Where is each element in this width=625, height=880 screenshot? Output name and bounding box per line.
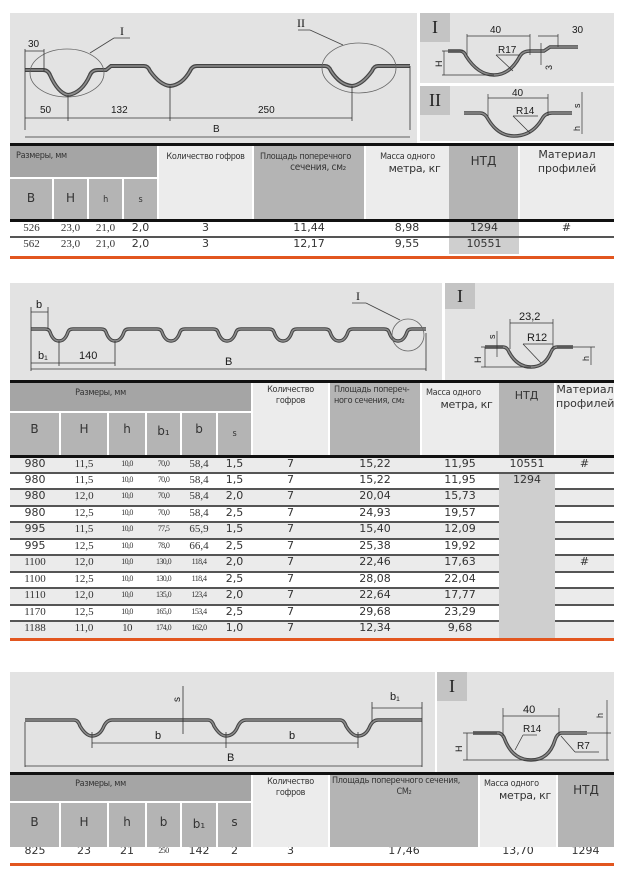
cell-count: 3 (287, 847, 294, 857)
cell-count: 7 (252, 588, 329, 605)
header-material: Материал профилей (555, 383, 614, 456)
dim-b1: b₁ (38, 350, 48, 362)
detail-dim-H: H (454, 745, 464, 752)
cell-b: 123,4 (181, 588, 217, 605)
cell-mass: 15,73 (421, 489, 499, 506)
header-area: Площадь попереч- ного сечения, см₂ (329, 383, 421, 456)
cell-b: 250 (158, 847, 169, 855)
detail-I-panel-2 (445, 283, 614, 380)
cell-H: 23 (77, 847, 91, 857)
header-dimensions: Размеры, мм (10, 775, 252, 802)
cell-B: 1100 (10, 572, 60, 589)
cell-area: 15,40 (329, 522, 421, 539)
cell-ntd: 1294 (571, 847, 600, 857)
dim-B: B (213, 124, 220, 135)
cell-h: 21 (120, 847, 134, 857)
cell-b: 118,4 (181, 555, 217, 572)
accent-line (10, 863, 614, 866)
cell-B: 1100 (10, 555, 60, 572)
callout-I: I (356, 289, 360, 303)
table-row (10, 473, 614, 490)
cell-b1: 174,0 (146, 621, 181, 638)
cell-B: 1170 (10, 605, 60, 622)
table-row (10, 847, 614, 861)
detail-dim-s: s (572, 103, 582, 108)
cell-H: 11,0 (60, 621, 108, 638)
cell-H: 12,0 (60, 489, 108, 506)
cell-count: 7 (252, 539, 329, 556)
subheader-s: s (217, 802, 252, 847)
callout-I: I (120, 24, 124, 38)
detail-dim-h: h (581, 355, 591, 361)
spec-table-1 (10, 146, 614, 254)
cell-material (555, 605, 614, 622)
cell-count: 7 (252, 555, 329, 572)
cell-s: 2,5 (217, 605, 252, 622)
cell-material (555, 473, 614, 490)
cell-s: 2,0 (123, 220, 158, 237)
cell-s: 1,5 (217, 522, 252, 539)
header-mass: Масса одного метра, кг (365, 146, 449, 220)
header-area: Площадь поперечного сечения, см₂ (253, 146, 365, 220)
cell-H: 12,5 (60, 572, 108, 589)
detail-dim-3: 3 (544, 64, 554, 70)
cell-B: 562 (10, 237, 53, 254)
cell-B: 1188 (10, 621, 60, 638)
cell-material (555, 621, 614, 638)
cell-h: 10,0 (108, 456, 146, 473)
detail-dim-R12: R12 (527, 332, 548, 344)
subheader-h: h (108, 802, 146, 847)
cell-H: 12,0 (60, 555, 108, 572)
cell-count: 7 (252, 605, 329, 622)
header-material: Материал профилей (519, 146, 614, 220)
cell-b: 65,9 (181, 522, 217, 539)
dim-s: s (172, 697, 183, 702)
cell-b1: 130,0 (146, 572, 181, 589)
detail-I-panel-1 (420, 13, 614, 83)
cell-mass: 23,29 (421, 605, 499, 622)
cell-H: 12,5 (60, 605, 108, 622)
cell-ntd: 10551 (449, 237, 519, 254)
subheader-b: b (146, 802, 181, 847)
dim-132: 132 (111, 105, 128, 116)
detail-dim-R17: R17 (498, 45, 517, 56)
cell-b1: 70,0 (146, 473, 181, 490)
dim-b: b (155, 730, 162, 742)
cell-area: 17,46 (388, 847, 420, 857)
dim-B: B (225, 356, 233, 368)
header-count: Количество гофров (252, 383, 329, 456)
cell-count: 3 (158, 220, 253, 237)
header-count: Количество гофров (252, 775, 329, 847)
cell-b1: 142 (188, 847, 210, 857)
header-dimensions: Размеры, мм (10, 146, 158, 178)
cell-h: 10,0 (108, 522, 146, 539)
cell-count: 7 (252, 522, 329, 539)
subheader-H: H (53, 178, 88, 220)
detail-dim-30: 30 (572, 25, 584, 36)
cell-s: 2,0 (217, 555, 252, 572)
table-row (10, 237, 614, 254)
detail-label-II: II (420, 86, 450, 115)
header-ntd: НТД (449, 146, 519, 220)
cell-h: 10 (108, 621, 146, 638)
cell-material (519, 237, 614, 254)
cell-B: 825 (24, 847, 46, 857)
cell-ntd-merged: 1294 (499, 473, 555, 638)
cell-mass: 19,92 (421, 539, 499, 556)
cell-b1: 77,5 (146, 522, 181, 539)
detail-label-I: I (437, 672, 467, 701)
cell-material (555, 489, 614, 506)
header-ntd: НТД (499, 383, 555, 456)
subheader-B: B (10, 178, 53, 220)
detail-dim-H: H (434, 60, 444, 67)
cell-H: 12,5 (60, 506, 108, 523)
cell-H: 11,5 (60, 473, 108, 490)
cell-H: 23,0 (53, 220, 88, 237)
subheader-H: H (60, 802, 108, 847)
cell-material (555, 522, 614, 539)
cell-h: 10,0 (108, 572, 146, 589)
cell-s: 2,0 (123, 237, 158, 254)
cell-B: 980 (10, 506, 60, 523)
detail-dim-h: h (572, 125, 582, 131)
cell-mass: 19,57 (421, 506, 499, 523)
cell-b: 58,4 (181, 506, 217, 523)
cell-count: 3 (158, 237, 253, 254)
cell-material: # (555, 456, 614, 473)
subheader-s: s (123, 178, 158, 220)
cell-area: 25,38 (329, 539, 421, 556)
cell-B: 980 (10, 489, 60, 506)
header-mass: Масса одного метра, кг (421, 383, 499, 456)
cell-h: 10,0 (108, 605, 146, 622)
cell-mass: 11,95 (421, 473, 499, 490)
cell-H: 11,5 (60, 522, 108, 539)
subheader-B: B (10, 802, 60, 847)
detail-dim-R14: R14 (516, 106, 535, 117)
detail-II-panel-1 (420, 86, 614, 141)
cell-ntd: 1294 (449, 220, 519, 237)
cell-mass: 12,09 (421, 522, 499, 539)
cell-material: # (519, 220, 614, 237)
cell-B: 980 (10, 473, 60, 490)
cell-count: 7 (252, 473, 329, 490)
cell-mass: 17,63 (421, 555, 499, 572)
cell-ntd: 10551 (499, 456, 555, 473)
cell-H: 23,0 (53, 237, 88, 254)
cell-B: 1110 (10, 588, 60, 605)
accent-line (10, 638, 614, 641)
subheader-b1: b₁ (146, 412, 181, 456)
header-area: Площадь поперечного сечения, СМ₂ (329, 775, 479, 847)
header-mass: Масса одного метра, кг (479, 775, 557, 847)
cell-h: 10,0 (108, 539, 146, 556)
cell-b: 58,4 (181, 473, 217, 490)
cell-H: 12,0 (60, 588, 108, 605)
detail-label-I: I (445, 283, 475, 309)
detail-dim-40: 40 (512, 88, 524, 99)
cell-area: 24,93 (329, 506, 421, 523)
cell-count: 7 (252, 621, 329, 638)
dim-140: 140 (79, 350, 98, 362)
cell-h: 10,0 (108, 473, 146, 490)
profile-drawing-1 (10, 13, 417, 143)
cell-b1: 70,0 (146, 506, 181, 523)
detail-dim-H: H (473, 356, 483, 363)
cell-area: 28,08 (329, 572, 421, 589)
cell-mass: 9,55 (365, 237, 449, 254)
detail-dim-40: 40 (490, 25, 502, 36)
detail-I-panel-3 (437, 672, 614, 772)
subheader-h: h (88, 178, 123, 220)
profile-drawing-3 (10, 672, 435, 772)
cell-mass: 11,95 (421, 456, 499, 473)
detail-dim-23-2: 23,2 (519, 311, 541, 323)
subheader-s: s (217, 412, 252, 456)
cell-mass: 9,68 (421, 621, 499, 638)
cell-b: 162,0 (181, 621, 217, 638)
subheader-H: H (60, 412, 108, 456)
cell-h: 10,0 (108, 555, 146, 572)
cell-count: 7 (252, 456, 329, 473)
cell-h: 21,0 (88, 237, 123, 254)
cell-b1: 70,0 (146, 456, 181, 473)
detail-dim-R7: R7 (577, 741, 590, 752)
cell-material (555, 506, 614, 523)
cell-H: 11,5 (60, 456, 108, 473)
cell-mass: 17,77 (421, 588, 499, 605)
cell-material: # (555, 555, 614, 572)
cell-h: 10,0 (108, 588, 146, 605)
cell-area: 22,64 (329, 588, 421, 605)
cell-s: 2,0 (217, 588, 252, 605)
detail-dim-s: s (487, 334, 497, 339)
cell-B: 995 (10, 522, 60, 539)
cell-mass: 8,98 (365, 220, 449, 237)
dim-b: b (289, 730, 296, 742)
cell-area: 29,68 (329, 605, 421, 622)
cell-area: 20,04 (329, 489, 421, 506)
cell-area: 12,34 (329, 621, 421, 638)
cell-b1: 165,0 (146, 605, 181, 622)
cell-area: 15,22 (329, 456, 421, 473)
subheader-b1: b₁ (181, 802, 217, 847)
header-ntd: НТД (557, 775, 614, 847)
callout-II: II (297, 16, 305, 30)
spec-table-3 (10, 775, 614, 861)
dim-50: 50 (40, 105, 52, 116)
cell-h: 10,0 (108, 489, 146, 506)
cell-b1: 70,0 (146, 489, 181, 506)
cell-s: 2,5 (217, 572, 252, 589)
detail-dim-R14: R14 (523, 724, 542, 735)
cell-B: 980 (10, 456, 60, 473)
cell-b: 66,4 (181, 539, 217, 556)
detail-dim-h: h (595, 712, 605, 718)
cell-mass: 13,70 (502, 847, 534, 857)
cell-b: 58,4 (181, 456, 217, 473)
cell-material (555, 539, 614, 556)
cell-area: 22,46 (329, 555, 421, 572)
accent-line (10, 256, 614, 259)
cell-b1: 130,0 (146, 555, 181, 572)
detail-dim-40: 40 (523, 704, 536, 716)
subheader-B: B (10, 412, 60, 456)
header-dimensions: Размеры, мм (10, 383, 252, 412)
cell-s: 1,0 (217, 621, 252, 638)
cell-s: 2 (231, 847, 238, 857)
header-count: Количество гофров (158, 146, 253, 220)
cell-s: 2,5 (217, 539, 252, 556)
dim-b1: b₁ (390, 691, 400, 703)
cell-material (555, 572, 614, 589)
cell-b1: 78,0 (146, 539, 181, 556)
cell-s: 1,5 (217, 456, 252, 473)
cell-H: 12,5 (60, 539, 108, 556)
cell-B: 526 (10, 220, 53, 237)
subheader-b: b (181, 412, 217, 456)
cell-material (555, 588, 614, 605)
cell-s: 1,5 (217, 473, 252, 490)
cell-count: 7 (252, 572, 329, 589)
dim-b: b (36, 299, 43, 311)
cell-s: 2,0 (217, 489, 252, 506)
subheader-h: h (108, 412, 146, 456)
cell-area: 11,44 (253, 220, 365, 237)
dim-250: 250 (258, 105, 275, 116)
cell-count: 7 (252, 506, 329, 523)
table-row (10, 220, 614, 237)
cell-b1: 135,0 (146, 588, 181, 605)
cell-mass: 22,04 (421, 572, 499, 589)
dim-30: 30 (28, 39, 40, 50)
cell-area: 15,22 (329, 473, 421, 490)
cell-h: 10,0 (108, 506, 146, 523)
cell-b: 153,4 (181, 605, 217, 622)
cell-h: 21,0 (88, 220, 123, 237)
cell-s: 2,5 (217, 506, 252, 523)
cell-B: 995 (10, 539, 60, 556)
dim-B: B (227, 752, 235, 764)
table-row (10, 456, 614, 473)
spec-table-2 (10, 383, 614, 638)
profile-drawing-2 (10, 283, 442, 380)
cell-area: 12,17 (253, 237, 365, 254)
cell-b: 118,4 (181, 572, 217, 589)
cell-b: 58,4 (181, 489, 217, 506)
detail-label-I: I (420, 13, 450, 42)
cell-count: 7 (252, 489, 329, 506)
